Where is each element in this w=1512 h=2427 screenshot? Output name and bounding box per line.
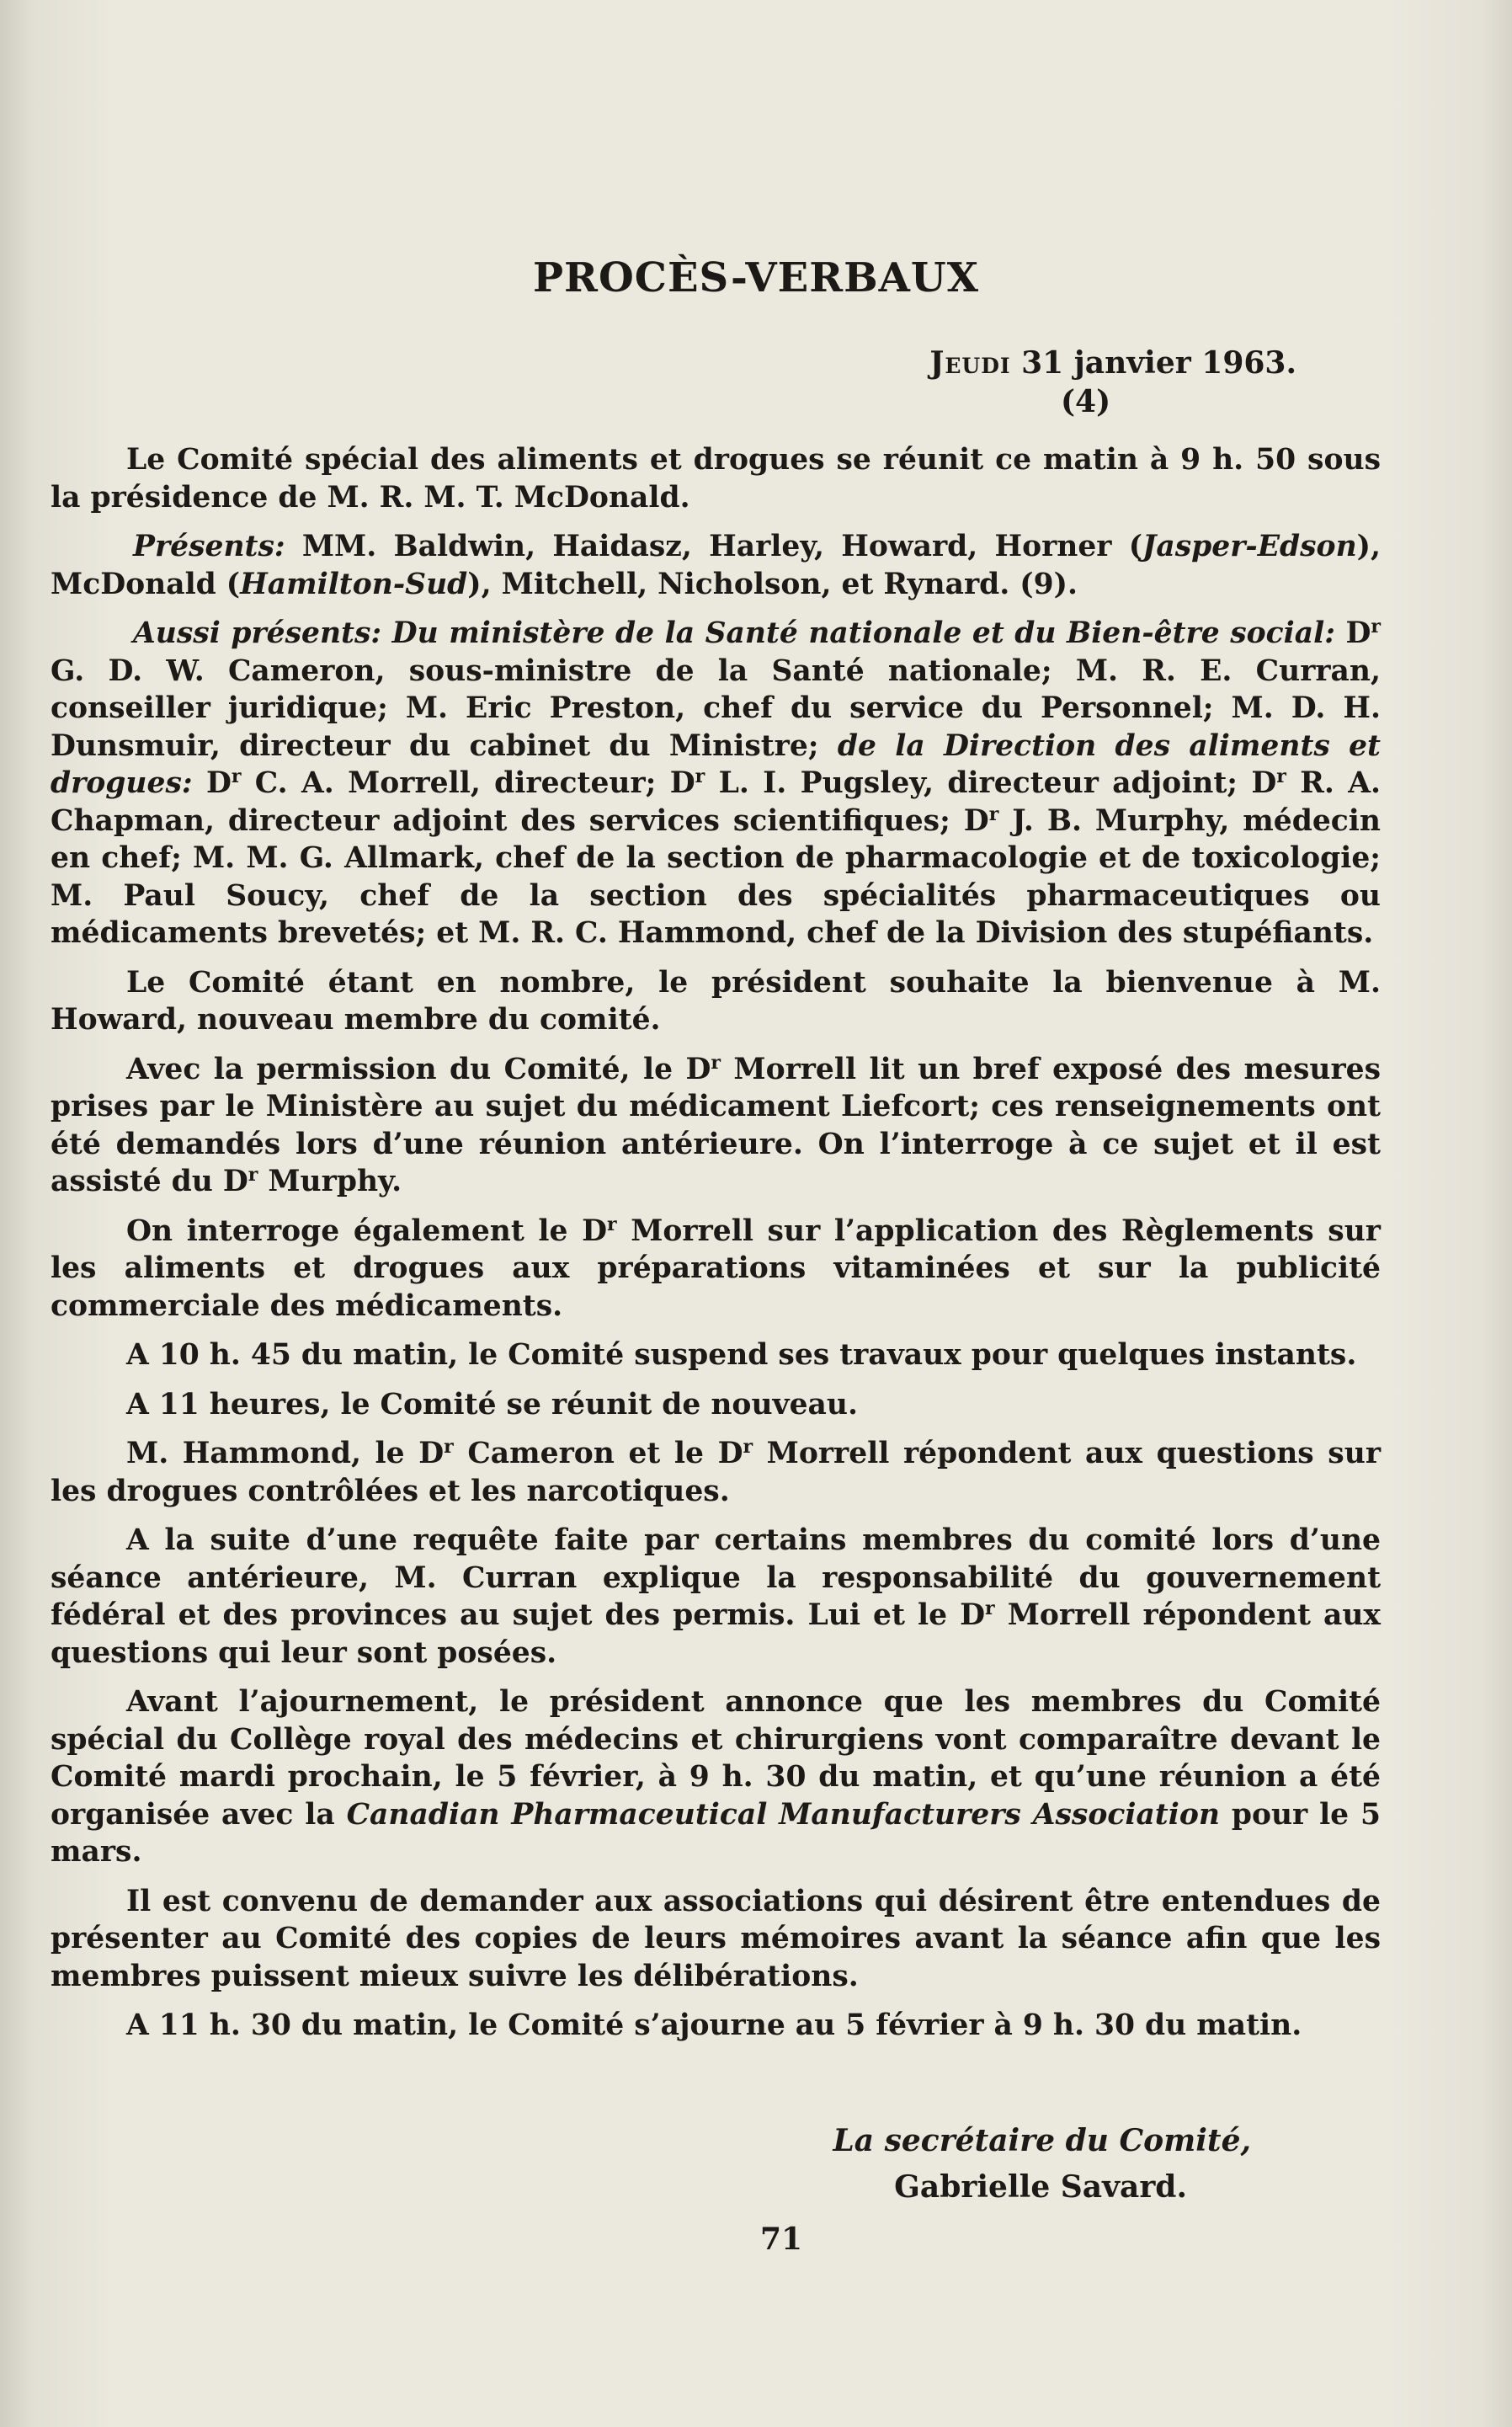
paragraph-also-present [51, 615, 1381, 952]
quorum-text: Le Comité étant en nombre, le président souhaite la bienvenue à M. Howard, nouveau membre du comité. [51, 965, 1381, 1037]
narcotics-text-2: Cameron et le [453, 1437, 718, 1470]
also-present-label: Aussi présents: Du ministère de la Santé nationale et du Bien-être social: [133, 616, 1335, 650]
paragraph-briefs [51, 1883, 1381, 1996]
regulations-text-1: On interroge également le [126, 1214, 583, 1248]
paragraph-suspension [51, 1336, 1381, 1374]
narcotics-text-3: Morrell répondent aux questions sur les drogues contrôlées et les narcotiques. [51, 1437, 1381, 1508]
also-present-text-2: C. A. Morrell, directeur; [241, 766, 670, 800]
riding-hamilton-sud: Hamilton-Sud [240, 567, 468, 601]
regulations-text-2: Morrell sur l’application des Règlements sur les aliments et drogues aux préparations vitaminées et sur la publicité commerciale des médicaments. [51, 1214, 1381, 1323]
paragraph-permits [51, 1522, 1381, 1672]
title-dr: $D^r$ [960, 1598, 995, 1632]
paragraph-adjournment [51, 2007, 1381, 2045]
present-text-3: ), Mitchell, Nicholson, et Rynard. (9). [467, 567, 1078, 601]
permits-text-1: A la suite d’une requête faite par certains membres du comité lors d’une séance antérieure, M. Curran explique la responsabilité du gouvernement fédéral et des provinces au sujet des permis. Lui et le [51, 1523, 1381, 1632]
signature-title: La secrétaire du Comité, [833, 2123, 1251, 2158]
riding-jasper-edson: Jasper-Edson [1142, 530, 1357, 563]
title-dr: $D^r$ [685, 1051, 721, 1086]
also-present-text-5: J. B. Murphy, médecin en chef; M. M. G. Allmark, chef de la section de pharmacologie et de toxicologie; M. Paul Soucy, chef de la section des spécialités pharmaceutiques ou médicaments brevetés; et M. R. C. Hammond, chef de la Division des stupéfiants. [51, 803, 1381, 950]
title-dr: $D^r$ [205, 765, 242, 800]
liefcort-text-2: Morrell lit un bref exposé des mesures prises par le Ministère au sujet du médicament Liefcort; ces renseignements ont été demandés lors d’une réunion antérieure. On l’interroge à ce sujet et il est assisté du [51, 1052, 1382, 1198]
paragraph-narcotics [51, 1435, 1381, 1510]
paragraph-adjournment-notice [51, 1683, 1381, 1871]
liefcort-text-1: Avec la permission du Comité, le [126, 1052, 686, 1086]
title-dr: $D^r$ [963, 803, 999, 838]
session-number: (4) [1061, 384, 1111, 419]
suspension-text: A 10 h. 45 du matin, le Comité suspend ses travaux pour quelques instants. [126, 1338, 1357, 1372]
present-text-1: MM. Baldwin, Haidasz, Harley, Howard, Horner ( [285, 530, 1143, 563]
present-label: Présents: [133, 530, 285, 563]
title-dr: $D^r$ [669, 765, 705, 800]
session-day: Jeudi [929, 345, 1011, 381]
title-dr: $D^r$ [222, 1164, 258, 1198]
also-present-text-4: R. A. Chapman, directeur adjoint des services scientifiques; [51, 766, 1381, 838]
paragraph-liefcort [51, 1051, 1381, 1201]
association-name: Canadian Pharmaceutical Manufacturers Association [346, 1797, 1220, 1832]
present-text-2: ), McDonald ( [51, 530, 1381, 601]
also-present-text-1: G. D. W. Cameron, sous-ministre de la Santé nationale; M. R. E. Curran, conseiller juridique; M. Eric Preston, chef du service du Personnel; M. D. H. Dunsmuir, directeur du cabinet du Ministre; [51, 653, 1381, 763]
adjournment-notice-text-1: Avant l’ajournement, le président annonce que les membres du Comité spécial du Collège royal des médecins et chirurgiens vont comparaître devant le Comité mardi prochain, le 5 février, à 9 h. 30 du matin, et qu’une réunion a été organisée avec la [51, 1685, 1381, 1832]
paragraph-quorum [51, 964, 1381, 1039]
session-date-text: 31 janvier 1963. [1010, 345, 1296, 381]
liefcort-text-3: Murphy. [258, 1165, 402, 1198]
session-date [929, 345, 1296, 381]
paragraph-members-present [51, 528, 1381, 603]
title-dr: $D^r$ [582, 1213, 617, 1248]
briefs-text: Il est convenu de demander aux associations qui désirent être entendues de présenter au Comité des copies de leurs mémoires avant la séance afin que les membres puissent mieux suivre les délibérations. [51, 1884, 1381, 1993]
title-dr: $D^r$ [418, 1436, 454, 1470]
minutes-body [51, 441, 1381, 2056]
title-dr: $D^r$ [1345, 616, 1382, 650]
paragraph-regulations [51, 1213, 1381, 1326]
directorate-label: de la Direction des aliments et drogues: [51, 728, 1381, 800]
page-heading: PROCÈS-VERBAUX [532, 254, 980, 301]
title-dr: $D^r$ [1251, 765, 1286, 800]
resumption-text: A 11 heures, le Comité se réunit de nouveau. [126, 1387, 858, 1422]
page-number: 71 [759, 2222, 803, 2257]
paragraph-resumption [51, 1386, 1381, 1424]
adjournment-notice-text-2: pour le 5 mars. [51, 1797, 1381, 1869]
signature-block [833, 2118, 1251, 2211]
title-dr: $D^r$ [717, 1436, 753, 1470]
also-present-text-3: L. I. Pugsley, directeur adjoint; [705, 766, 1252, 800]
permits-text-2: Morrell répondent aux questions qui leur sont posées. [51, 1598, 1381, 1670]
signature-name: Gabrielle Savard. [894, 2169, 1187, 2205]
adjournment-text: A 11 h. 30 du matin, le Comité s’ajourne au 5 février à 9 h. 30 du matin. [126, 2008, 1302, 2042]
paragraph-opening [51, 441, 1381, 516]
narcotics-text-1: M. Hammond, le [126, 1437, 419, 1470]
opening-text: Le Comité spécial des aliments et drogues se réunit ce matin à 9 h. 50 sous la présidence de M. R. M. T. McDonald. [51, 443, 1381, 515]
